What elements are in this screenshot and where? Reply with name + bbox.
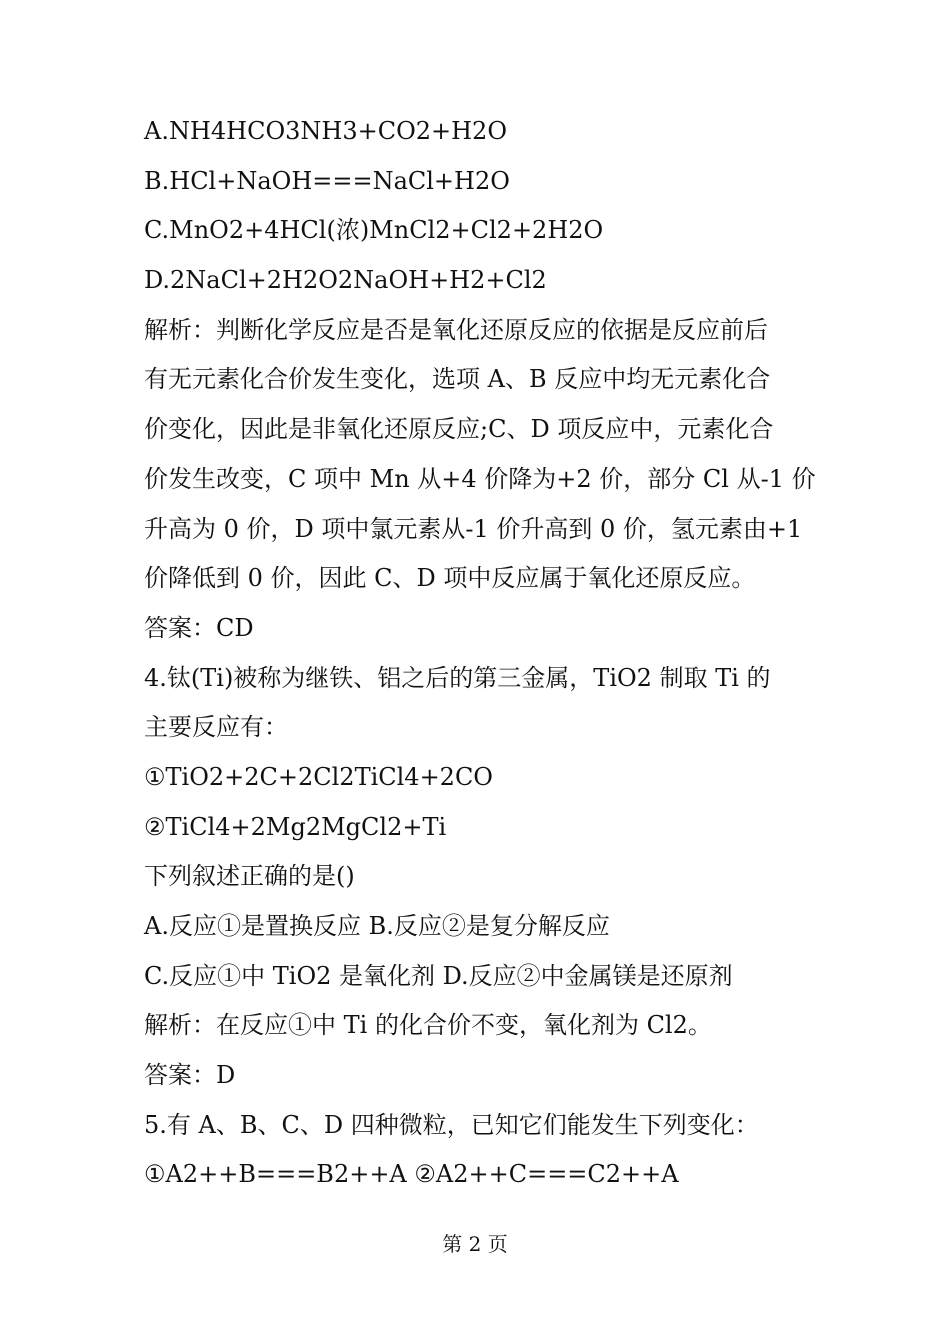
options-cd: C.反应①中 TiO2 是氧化剂 D.反应②中金属镁是还原剂 [144, 961, 733, 990]
question-5-reactions: ①A2++B===B2++A ②A2++C===C2++A [144, 1160, 679, 1189]
question-4-line-1: 4.钛(Ti)被称为继铁、铝之后的第三金属，TiO2 制取 Ti 的 [144, 663, 771, 692]
analysis-line-5: 升高为 0 价，D 项中氯元素从-1 价升高到 0 价，氢元素由+1 [144, 514, 803, 543]
question-5-line-1: 5.有 A、B、C、D 四种微粒，已知它们能发生下列变化： [144, 1110, 759, 1139]
page-number: 第 2 页 [442, 1232, 508, 1256]
answer-q4: 答案：D [144, 1061, 236, 1090]
analysis-line-2: 有无元素化合价发生变化，选项 A、B 反应中均无元素化合 [144, 365, 771, 394]
analysis-line-3: 价变化，因此是非氧化还原反应;C、D 项反应中，元素化合 [144, 415, 774, 444]
reaction-2: ②TiCl4+2Mg2MgCl2+Ti [144, 812, 447, 841]
question-4-prompt: 下列叙述正确的是() [144, 862, 355, 891]
analysis-line-6: 价降低到 0 价，因此 C、D 项中反应属于氧化还原反应。 [144, 564, 756, 593]
options-ab: A.反应①是置换反应 B.反应②是复分解反应 [144, 912, 610, 940]
question-4-line-2: 主要反应有： [144, 713, 288, 742]
option-a: A.NH4HCO3NH3+CO2+H2O [144, 117, 507, 145]
analysis-q4: 解析：在反应①中 Ti 的化合价不变，氧化剂为 Cl2。 [144, 1011, 712, 1040]
analysis-line-4: 价发生改变，C 项中 Mn 从+4 价降为+2 价，部分 Cl 从-1 价 [144, 464, 816, 493]
analysis-line-1: 解析：判断化学反应是否是氧化还原反应的依据是反应前后 [144, 315, 768, 344]
answer-q3: 答案：CD [144, 613, 254, 642]
option-b: B.HCl+NaOH===NaCl+H2O [144, 166, 510, 195]
option-c: C.MnO2+4HCl(浓)MnCl2+Cl2+2H2O [144, 216, 604, 245]
reaction-1: ①TiO2+2C+2Cl2TiCl4+2CO [144, 762, 493, 791]
document-body [144, 107, 824, 1200]
option-d: D.2NaCl+2H2O2NaOH+H2+Cl2 [144, 266, 547, 295]
